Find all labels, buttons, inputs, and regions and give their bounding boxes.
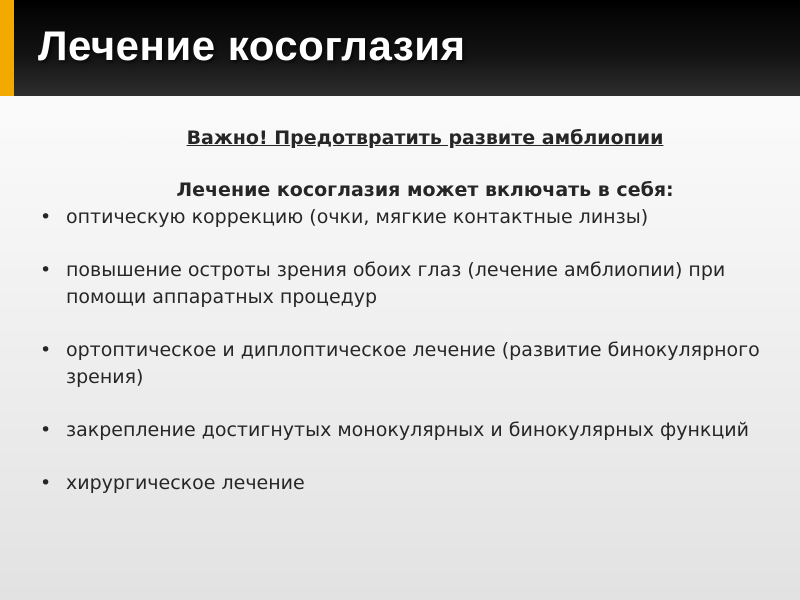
list-item-text: оптическую коррекцию (очки, мягкие контактные линзы)	[66, 206, 649, 228]
bullet-icon: •	[40, 419, 52, 441]
treatment-list	[40, 204, 770, 497]
bullet-icon: •	[40, 339, 52, 361]
list-item-text: повышение остроты зрения обоих глаз (лечение амблиопии) при помощи аппаратных процедур	[66, 259, 726, 308]
title-bar	[0, 0, 800, 96]
bullet-icon: •	[40, 206, 52, 228]
slide-title: Лечение косоглазия	[38, 22, 466, 69]
bullet-icon: •	[40, 259, 52, 281]
accent-stripe	[0, 0, 14, 96]
list-item	[40, 470, 770, 497]
list-item-text: закрепление достигнутых монокулярных и бинокулярных функций	[66, 419, 749, 441]
bullet-icon: •	[40, 472, 52, 494]
list-item-text: хирургическое лечение	[66, 472, 305, 494]
list-item	[40, 337, 770, 391]
list-item	[40, 204, 770, 231]
important-note: Важно! Предотвратить развите амблиопии	[186, 127, 664, 149]
list-item-text: ортоптическое и диплоптическое лечение (развитие бинокулярного зрения)	[66, 339, 760, 388]
slide-body	[40, 124, 770, 523]
list-item	[40, 417, 770, 444]
intro-text: Лечение косоглазия может включать в себя:	[176, 179, 674, 201]
list-item	[40, 257, 770, 311]
